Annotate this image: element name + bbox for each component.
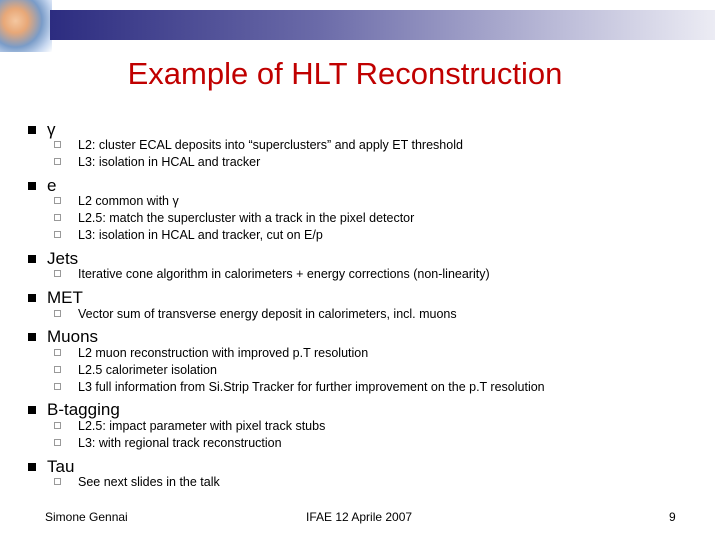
title-bar-decoration <box>50 10 715 40</box>
footer-event: IFAE 12 Aprile 2007 <box>306 510 413 524</box>
section-label: γ <box>47 120 56 139</box>
list-item-text: See next slides in the talk <box>78 475 220 489</box>
list-item-text: L2 common with γ <box>78 194 179 208</box>
bullet-box-icon <box>54 158 61 165</box>
list-item-text: L2 muon reconstruction with improved p.T resolution <box>78 346 369 360</box>
bullet-box-icon <box>54 439 61 446</box>
bullet-box-icon <box>54 214 61 221</box>
list-item-text: L2.5: impact parameter with pixel track stubs <box>78 419 326 433</box>
bullet-square-icon <box>28 333 36 341</box>
list-item-text: L2: cluster ECAL deposits into “superclusters” and apply ET threshold <box>78 138 463 152</box>
section-label: B-tagging <box>47 400 120 419</box>
section-label: Muons <box>47 327 99 346</box>
bullet-box-icon <box>54 422 61 429</box>
bullet-square-icon <box>28 463 36 471</box>
list-item-text: L3: isolation in HCAL and tracker, cut on E/p <box>78 228 323 242</box>
bullet-box-icon <box>54 197 61 204</box>
bullet-square-icon <box>28 255 36 263</box>
bullet-box-icon <box>54 478 61 485</box>
list-item-text: L3 full information from Si.Strip Tracker for further improvement on the p.T resolution <box>78 380 545 394</box>
list-item-text: Iterative cone algorithm in calorimeters + energy corrections (non-linearity) <box>78 267 490 281</box>
section-label: e <box>47 176 57 195</box>
list-item-text: L3: isolation in HCAL and tracker <box>78 155 261 169</box>
cms-logo <box>0 0 52 52</box>
bullet-box-icon <box>54 310 61 317</box>
list-item-text: L2.5 calorimeter isolation <box>78 363 217 377</box>
section-label: MET <box>47 288 83 307</box>
footer-author: Simone Gennai <box>45 510 128 524</box>
footer-page-number: 9 <box>669 510 676 524</box>
list-item-text: L3: with regional track reconstruction <box>78 436 282 450</box>
slide-title: Example of HLT Reconstruction <box>127 56 563 91</box>
bullet-box-icon <box>54 141 61 148</box>
bullet-square-icon <box>28 126 36 134</box>
bullet-square-icon <box>28 182 36 190</box>
section-label: Jets <box>47 249 79 268</box>
bullet-box-icon <box>54 366 61 373</box>
list-item-text: L2.5: match the supercluster with a track in the pixel detector <box>78 211 415 225</box>
section-label: Tau <box>47 457 75 476</box>
bullet-box-icon <box>54 383 61 390</box>
bullet-square-icon <box>28 294 36 302</box>
bullet-box-icon <box>54 231 61 238</box>
list-item-text: Vector sum of transverse energy deposit in calorimeters, incl. muons <box>78 307 457 321</box>
bullet-box-icon <box>54 349 61 356</box>
bullet-box-icon <box>54 270 61 277</box>
bullet-square-icon <box>28 406 36 414</box>
